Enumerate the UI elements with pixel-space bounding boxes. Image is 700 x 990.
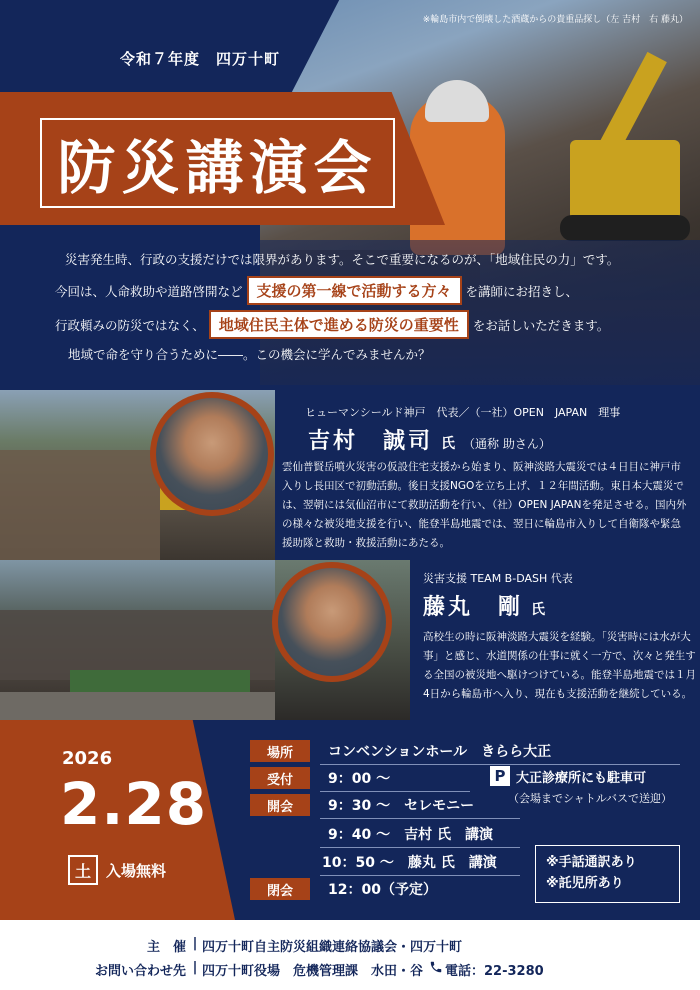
divider <box>320 791 470 792</box>
support-childcare: ※託児所あり <box>546 876 624 891</box>
intro-line-3-pre: 行政頼みの防災ではなく、 <box>55 318 205 333</box>
intro-highlight-2: 地域住民主体で進める防災の重要性 <box>209 310 469 339</box>
intro-line-3-post: をお話しいただきます。 <box>472 318 610 333</box>
excavator-track <box>560 215 690 241</box>
speaker2-honorific: 氏 <box>531 602 546 618</box>
contact: 四万十町役場 危機管理課 水田・谷 <box>202 964 424 979</box>
divider <box>320 764 680 765</box>
closing-label: 閉会 <box>250 878 310 900</box>
speaker1-portrait <box>150 392 274 516</box>
intro-line-2-post: を講師にお招きし、 <box>465 284 579 299</box>
talk1-time: 9：40 〜 吉村 氏 講演 <box>328 827 493 843</box>
intro-line-3 <box>55 310 609 339</box>
divider <box>320 818 520 819</box>
speaker2-avatar <box>278 568 386 676</box>
contact-label: お問い合わせ先 <box>94 964 186 979</box>
intro-highlight-1: 支援の第一線で活動する方々 <box>247 276 462 305</box>
organizer-row <box>0 936 462 955</box>
separator: | <box>192 936 198 951</box>
event-weekday: 土 <box>68 855 98 885</box>
intro-line-4: 地域で命を守り合うために――。この機会に学んでみませんか？ <box>68 347 431 362</box>
speaker1-org: ヒューマンシールド神戸 代表／（一社）OPEN JAPAN 理事 <box>305 406 621 419</box>
title-box <box>40 118 395 208</box>
reception-time: 9：00 〜 <box>328 771 391 787</box>
event-subtitle: 令和７年度 四万十町 <box>120 50 281 68</box>
organizer-label: 主 催 <box>146 940 186 955</box>
venue-name: コンベンションホール きらら大正 <box>328 744 552 760</box>
event-date: 2.28 <box>60 770 208 838</box>
speaker1-nickname: （通称 助さん） <box>463 437 551 451</box>
speaker1-bio: 雲仙普賢岳噴火災害の仮設住宅支援から始まり、阪神淡路大震災では４日目に神戸市入りし長田区で初動活動。後日支援NGOを立ち上げ、１２年間活動。東日本大震災では、翌朝には気仙沼市にて救助活動を行い、（社）OPEN JAPANを発足させる。国内外の様々な被災地支援を行い、能登半島地震では、翌日に輪島市入りして自衛隊や緊急援助隊と救助・救援活動にあたる。 <box>282 461 687 549</box>
speaker1-honorific: 氏 <box>441 436 456 452</box>
intro-line-2 <box>55 276 578 305</box>
divider <box>320 875 520 876</box>
talk2-time: 10：50 〜 藤丸 氏 講演 <box>322 855 497 871</box>
speaker1-name: 吉村 誠司 <box>308 429 434 454</box>
phone-icon <box>429 960 443 979</box>
speaker1-avatar <box>156 398 268 510</box>
helmet <box>425 80 489 122</box>
closing-time: 12：00（予定） <box>328 882 437 898</box>
reception-label: 受付 <box>250 767 310 789</box>
support-sign-language: ※手話通訳あり <box>546 855 637 870</box>
parking-icon: P <box>490 766 510 786</box>
event-year: 2026 <box>62 748 113 769</box>
speaker2-name: 藤丸 剛 <box>423 595 524 620</box>
page-title: 防災講演会 <box>57 134 378 202</box>
parking-text: 大正診療所にも駐車可 <box>516 771 647 786</box>
photo-caption: ※輪島市内で倒壊した酒蔵からの貴重品探し（左 吉村 右 藤丸） <box>422 15 688 25</box>
separator: | <box>192 960 198 975</box>
divider <box>320 847 520 848</box>
phone-number: 電話：22-3280 <box>445 964 544 979</box>
opening-time: 9：30 〜 セレモニー <box>328 798 475 814</box>
speaker2-name-row <box>423 590 545 621</box>
excavator <box>570 140 680 220</box>
contact-row <box>0 960 544 979</box>
admission-free: 入場無料 <box>106 862 167 880</box>
speaker2-bio: 高校生の時に阪神淡路大震災を経験。「災害時には水が大事」と感じ、水道関係の仕事に就く一方で、次々と発生する全国の被災地へ駆けつけている。能登半島地震では１月4日から輪島市へ入り、現在も支援活動を継続している。 <box>423 631 696 700</box>
speaker2-disaster-photo <box>0 560 275 720</box>
venue-label: 場所 <box>250 740 310 762</box>
speaker2-org: 災害支援 TEAM B-DASH 代表 <box>423 572 573 585</box>
speaker2-portrait <box>272 562 392 682</box>
footer <box>0 920 700 990</box>
opening-label: 開会 <box>250 794 310 816</box>
parking-note: （会場までシャトルバスで送迎） <box>508 792 673 805</box>
intro-line-1: 災害発生時、行政の支援だけでは限界があります。そこで重要になるのが、「地域住民の力」です。 <box>65 252 620 267</box>
organizer: 四万十町自主防災組織連絡協議会・四万十町 <box>202 940 463 955</box>
support-box <box>535 845 680 903</box>
speaker1-name-row <box>308 424 551 455</box>
intro-line-2-pre: 今回は、人命救助や道路啓開など <box>55 284 243 299</box>
